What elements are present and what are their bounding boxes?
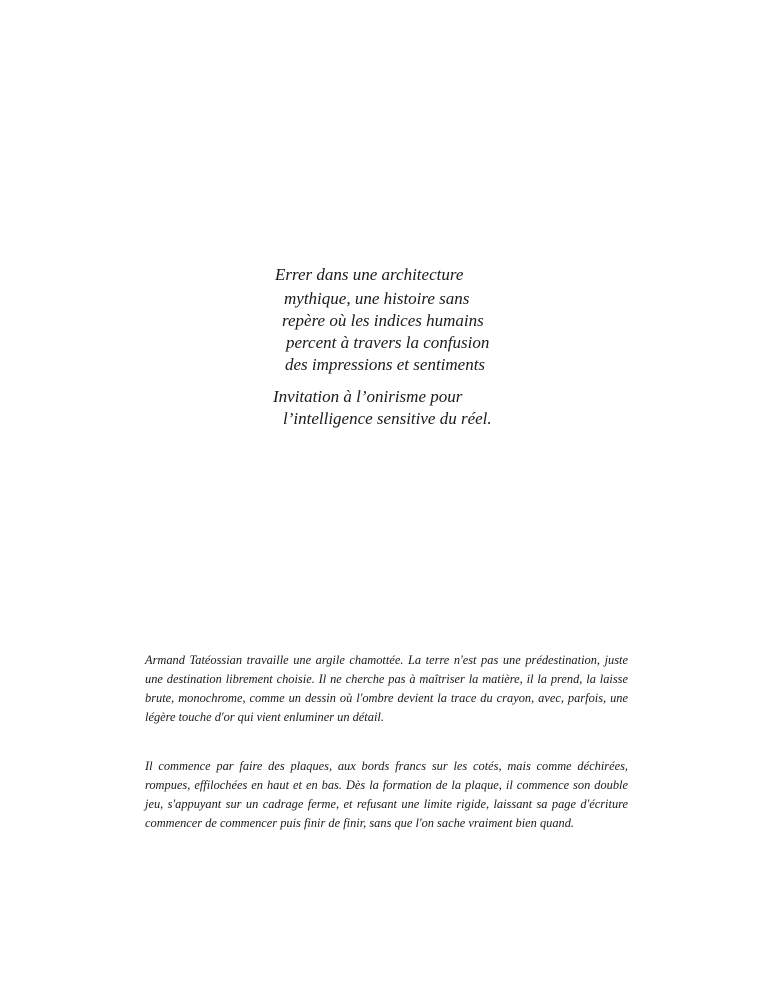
poem-line: Errer dans une architecture xyxy=(275,265,464,284)
paragraph: Il commence par faire des plaques, aux bords francs sur les cotés, mais comme déchirées, rompues, effilochées en haut et en bas. Dès la formation de la plaque, il commence son double jeu, s'appuyant sur un cadrage ferme, et refusant une limite rigide, laissant sa page d'écriture commencer de commencer puis finir de finir, sans que l'on sache vraiment bien quand. xyxy=(145,759,628,830)
poem-line: percent à travers la confusion xyxy=(286,333,490,352)
paragraph: Armand Tatéossian travaille une argile chamottée. La terre n'est pas une prédestination, juste une destination librement choisie. Il ne cherche pas à maîtriser la matière, il la prend, la laisse brute, monochrome, comme un dessin où l'ombre devient la trace du crayon, avec, parfois, une légère touche d'or qui vient enluminer un détail. xyxy=(145,653,628,724)
poem-line: Invitation à l’onirisme pour xyxy=(273,387,463,406)
poem-line: l’intelligence sensitive du réel. xyxy=(283,409,492,428)
poem-line: des impressions et sentiments xyxy=(285,355,486,374)
poem-line: repère où les indices humains xyxy=(282,311,484,330)
poem-line: mythique, une histoire sans xyxy=(284,289,470,308)
